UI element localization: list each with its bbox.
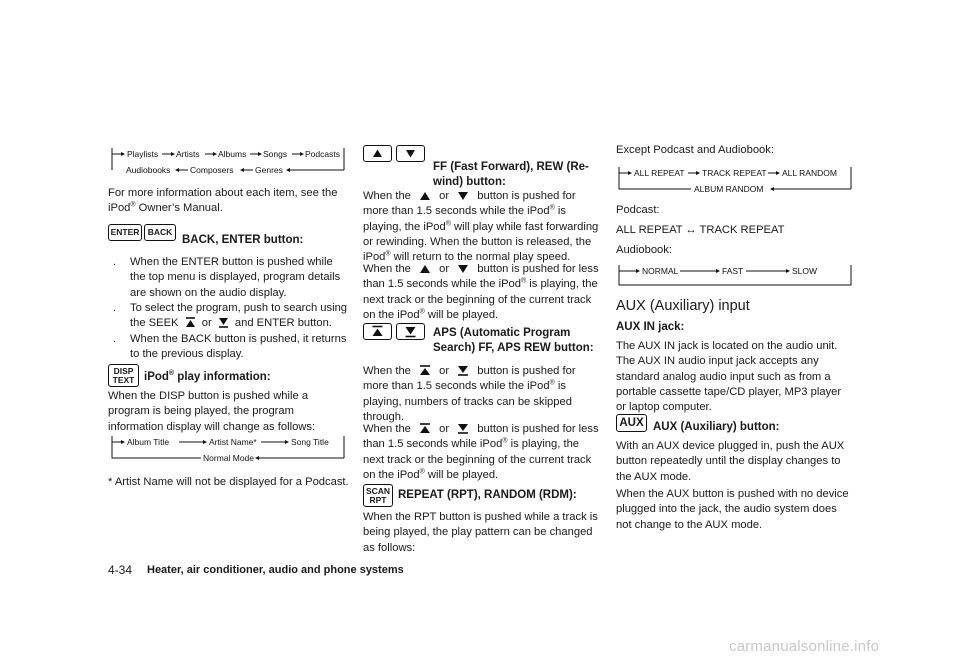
watermark: carmanualsonline.info — [729, 638, 880, 655]
page-number: 4-34 — [108, 563, 133, 577]
flow-item-genres: Genres — [255, 165, 283, 175]
flow-item-all-random: ALL RANDOM — [782, 168, 837, 178]
flow-item-album-random: ALBUM RANDOM — [694, 184, 764, 194]
aux-input-title: AUX (Auxiliary) input — [616, 298, 750, 314]
ff-rew-heading: FF (Fast Forward), REW (Re- wind) button: — [433, 161, 589, 188]
seek-down-icon — [218, 317, 229, 328]
play-info-heading: iPod® play information: — [144, 370, 271, 383]
flow-item-composers: Composers — [190, 165, 234, 175]
aps-ff-key-icon — [363, 323, 392, 340]
aps-ff-arrow-icon — [417, 423, 433, 434]
back-enter-bullet-2: To select the program, push to search using the SEEK or and ENTER button. — [130, 302, 348, 330]
aux-jack-paragraph: The AUX IN jack is located on the audio unit. The AUX IN audio input jack accepts any standard analog audio input such as from a portable cassette tape/CD player, MP3 player or laptop computer. — [616, 340, 842, 414]
ipod-menu-flow-diagram — [109, 144, 347, 178]
flow-item-audiobooks: Audiobooks — [126, 165, 171, 175]
aps-heading: APS (Automatic Program Search) FF, APS REW button: — [433, 327, 594, 354]
back-enter-bullet-3: When the BACK button is pushed, it returns to the previous display. — [130, 333, 347, 361]
rew-key-icon — [396, 145, 425, 162]
flow-item-fast: FAST — [722, 266, 744, 276]
chapter-title: Heater, air conditioner, audio and phone systems — [147, 564, 404, 576]
podcast-value: ALL REPEAT ↔ TRACK REPEAT — [616, 224, 785, 236]
aps-paragraph-2: When the or button is pushed for less than 1.5 seconds while iPod® is playing, the next track or the beginning of the current track on the iPod® will be played. — [363, 423, 599, 481]
seek-up-icon — [185, 317, 196, 328]
flow-item-slow: SLOW — [792, 266, 818, 276]
ff-arrow-icon — [417, 264, 433, 274]
rew-arrow-icon — [455, 191, 471, 201]
aps-rew-key-icon — [396, 323, 425, 340]
play-info-paragraph: When the DISP button is pushed while a program is being played, the program information display will change as follows: — [108, 390, 316, 433]
flow-item-artists: Artists — [176, 149, 200, 159]
rew-arrow-icon — [455, 264, 471, 274]
flow-item-normal: NORMAL — [642, 266, 679, 276]
bullet-dot: . — [113, 333, 117, 345]
audiobook-label: Audiobook: — [616, 244, 672, 256]
repeat-heading: REPEAT (RPT), RANDOM (RDM): — [398, 489, 577, 501]
back-enter-bullet-1: When the ENTER button is pushed while the top menu is displayed, program details are shown on the audio display. — [130, 256, 341, 299]
aux-jack-heading: AUX IN jack: — [616, 321, 685, 333]
audiobook-speed-flow-diagram — [616, 261, 854, 291]
aux-button-heading: AUX (Auxiliary) button: — [653, 421, 780, 433]
ff-rew-paragraph-1: When the or button is pushed for more than 1.5 seconds while the iPod® is playing, the iPod® will play while fast forwarding or rewinding. When the button is released, the iPod® will return to the normal play speed. — [363, 190, 599, 264]
flow-item-all-repeat: ALL REPEAT — [634, 168, 685, 178]
disp-text-key-icon: DISP TEXT — [108, 364, 139, 387]
aux-key-icon: AUX — [616, 414, 647, 432]
except-label: Except Podcast and Audiobook: — [616, 144, 774, 156]
flow-item-albums: Albums — [218, 149, 247, 159]
enter-key-icon: ENTER — [108, 224, 142, 241]
aux-button-paragraph-1: With an AUX device plugged in, push the AUX button repeatedly until the display changes to the AUX mode. — [616, 440, 845, 483]
flow-item-album-title: Album Title — [127, 437, 170, 447]
bullet-dot: . — [113, 302, 117, 314]
back-key-icon: BACK — [144, 224, 176, 241]
aps-rew-arrow-icon — [455, 423, 471, 434]
more-info-paragraph: For more information about each item, see the iPod® Owner’s Manual. — [108, 187, 338, 215]
bullet-dot: . — [113, 256, 117, 268]
flow-item-playlists: Playlists — [127, 149, 159, 159]
flow-item-podcasts: Podcasts — [305, 149, 340, 159]
podcast-footnote: * Artist Name will not be displayed for a Podcast. — [108, 476, 349, 488]
play-info-flow-diagram — [109, 432, 347, 466]
flow-item-song-title: Song Title — [291, 437, 329, 447]
flow-item-artist-name: Artist Name* — [209, 437, 257, 447]
aps-paragraph-1: When the or button is pushed for more than 1.5 seconds while the iPod® is playing, numbers of tracks can be skipped through. — [363, 365, 576, 423]
scan-rpt-key-icon: SCAN RPT — [363, 484, 393, 507]
flow-item-songs: Songs — [263, 149, 288, 159]
ff-arrow-icon — [417, 191, 433, 201]
back-enter-heading: BACK, ENTER button: — [182, 234, 304, 246]
podcast-label: Podcast: — [616, 204, 660, 216]
flow-item-track-repeat: TRACK REPEAT — [702, 168, 767, 178]
aps-rew-arrow-icon — [455, 365, 471, 376]
ff-key-icon — [363, 145, 392, 162]
repeat-pattern-flow-diagram — [616, 163, 854, 197]
aps-ff-arrow-icon — [417, 365, 433, 376]
ff-rew-paragraph-2: When the or button is pushed for less than 1.5 seconds while the iPod® is playing, the next track or the beginning of the current track on the iPod® will be played. — [363, 263, 599, 321]
aux-button-paragraph-2: When the AUX button is pushed with no device plugged into the jack, the audio system does not change to the AUX mode. — [616, 488, 849, 531]
repeat-paragraph: When the RPT button is pushed while a track is being played, the play pattern can be changed as follows: — [363, 511, 598, 554]
flow-item-normal-mode: Normal Mode — [203, 453, 255, 463]
